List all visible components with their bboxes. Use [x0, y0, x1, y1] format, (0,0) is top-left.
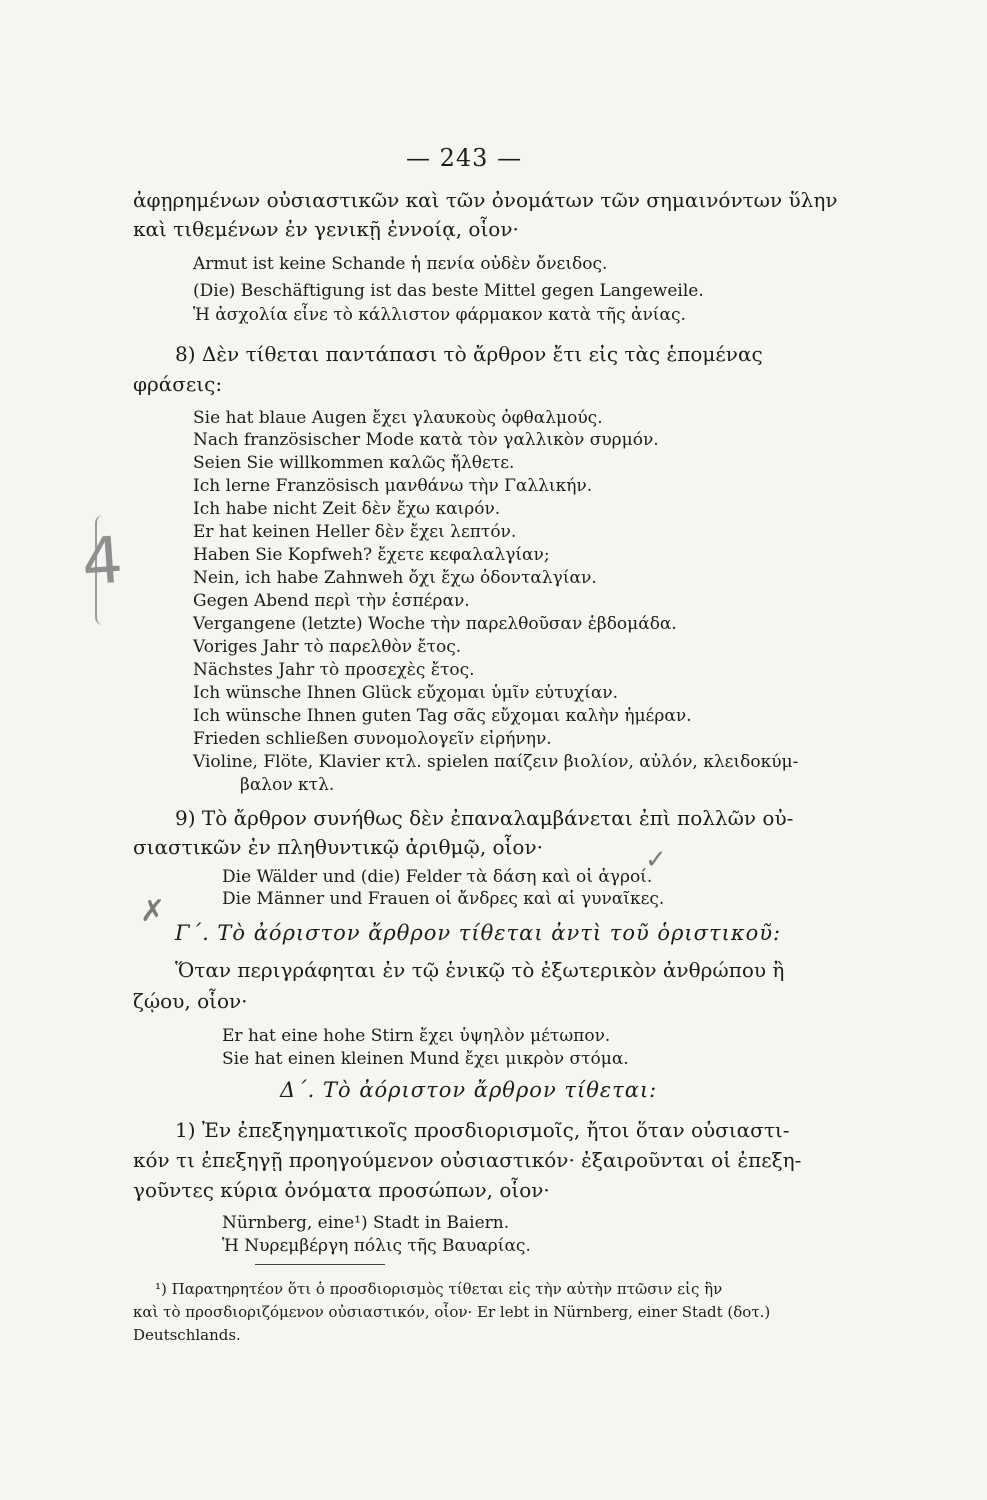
example-line: Gegen Abend περὶ τὴν ἑσπέραν. — [193, 591, 470, 611]
text-line: Ὅταν περιγράφηται ἐν τῷ ἑνικῷ τὸ ἐξωτερικὸν ἀνθρώπου ἢ — [175, 958, 785, 982]
section-gamma-heading: Γ΄. Τὸ ἀόριστον ἄρθρον τίθεται ἀντὶ τοῦ ὁριστικοῦ: — [175, 921, 782, 945]
text-line: 1) Ἐν ἐπεξηγηματικοῖς προσδιορισμοῖς, ἤτοι ὅταν οὐσιαστι- — [175, 1118, 790, 1142]
example-line: Nächstes Jahr τὸ προσεχὲς ἔτος. — [193, 660, 475, 680]
footnote-line: καὶ τὸ προσδιοριζόμενον οὐσιαστικόν, οἷον· Er lebt in Nürnberg, einer Stadt (δοτ.) — [133, 1303, 771, 1321]
example-line: Seien Sie willkommen καλῶς ἤλθετε. — [193, 453, 515, 473]
example-line: Nach französischer Mode κατὰ τὸν γαλλικὸν συρμόν. — [193, 430, 659, 450]
text-line: σιαστικῶν ἐν πληθυντικῷ ἀριθμῷ, οἷον· — [133, 835, 543, 859]
example-line: Nürnberg, eine¹) Stadt in Baiern. — [222, 1213, 510, 1233]
example-line: Vergangene (letzte) Woche τὴν παρελθοῦσαν ἑβδομάδα. — [193, 614, 677, 634]
footnote-rule — [255, 1264, 385, 1265]
example-line: Voriges Jahr τὸ παρελθὸν ἔτος. — [193, 637, 462, 657]
example-line: Sie hat einen kleinen Mund ἔχει μικρὸν στόμα. — [222, 1049, 629, 1069]
text-line: ἀφῃρημένων οὐσιαστικῶν καὶ τῶν ὀνομάτων τῶν σημαινόντων ὕλην — [133, 188, 838, 212]
example-line: Ich habe nicht Zeit δὲν ἔχω καιρόν. — [193, 499, 501, 519]
pencil-cross-mark: ✗ — [140, 894, 166, 929]
example-line: Haben Sie Kopfweh? ἔχετε κεφαλαλγίαν; — [193, 545, 550, 565]
example-line: βαλον κτλ. — [240, 775, 335, 795]
example-line: Er hat eine hohe Stirn ἔχει ὑψηλὸν μέτωπον. — [222, 1026, 611, 1046]
example-line: Ich lerne Französisch μανθάνω τὴν Γαλλικήν. — [193, 476, 593, 496]
example-line: Er hat keinen Heller δὲν ἔχει λεπτόν. — [193, 522, 517, 542]
example-line: Die Wälder und (die) Felder τὰ δάση καὶ οἱ ἀγροί. — [222, 867, 653, 887]
example-line: Armut ist keine Schande ἡ πενία οὐδὲν ὄνειδος. — [193, 254, 608, 274]
footnote-line: ¹) Παρατηρητέον ὅτι ὁ προσδιορισμὸς τίθεται εἰς τὴν αὐτὴν πτῶσιν εἰς ἣν — [155, 1280, 723, 1298]
example-line: Ich wünsche Ihnen guten Tag σᾶς εὔχομαι καλὴν ἡμέραν. — [193, 706, 692, 726]
section-9-heading: 9) Τὸ ἄρθρον συνήθως δὲν ἐπαναλαμβάνεται ἐπὶ πολλῶν οὐ- — [175, 806, 794, 830]
example-line: Die Männer und Frauen οἱ ἄνδρες καὶ αἱ γυναῖκες. — [222, 889, 665, 909]
example-line: Sie hat blaue Augen ἔχει γλαυκοὺς ὀφθαλμούς. — [193, 408, 603, 428]
example-line: Ἡ ἀσχολία εἶνε τὸ κάλλιστον φάρμακον κατὰ τῆς ἀνίας. — [193, 305, 686, 325]
pencil-check-mark: ✓ — [645, 845, 667, 875]
example-line: Ich wünsche Ihnen Glück εὔχομαι ὑμῖν εὐτυχίαν. — [193, 683, 619, 703]
margin-note: 4 — [79, 523, 126, 601]
page-number: — 243 — — [406, 144, 523, 172]
text-line: ζῴου, οἷον· — [133, 989, 248, 1013]
example-line: Ἡ Νυρεμβέργη πόλις τῆς Βαυαρίας. — [222, 1236, 531, 1256]
text-line: φράσεις: — [133, 372, 223, 396]
section-8-heading: 8) Δὲν τίθεται παντάπασι τὸ ἄρθρον ἔτι εἰς τὰς ἑπομένας — [175, 342, 763, 366]
section-delta-heading: Δ΄. Τὸ ἀόριστον ἄρθρον τίθεται: — [280, 1078, 658, 1102]
text-line: καὶ τιθεμένων ἐν γενικῇ ἐννοίᾳ, οἷον· — [133, 217, 519, 241]
example-line: Violine, Flöte, Klavier κτλ. spielen παίζειν βιολίον, αὐλόν, κλειδοκύμ- — [193, 752, 799, 772]
footnote-line: Deutschlands. — [133, 1326, 241, 1344]
example-line: (Die) Beschäftigung ist das beste Mittel gegen Langeweile. — [193, 281, 704, 301]
example-line: Frieden schließen συνομολογεῖν εἰρήνην. — [193, 729, 552, 749]
text-line: γοῦντες κύρια ὀνόματα προσώπων, οἷον· — [133, 1178, 550, 1202]
example-line: Nein, ich habe Zahnweh ὄχι ἔχω ὀδονταλγίαν. — [193, 568, 597, 588]
text-line: κόν τι ἐπεξηγῇ προηγούμενον οὐσιαστικόν· ἐξαιροῦνται οἱ ἐπεξη- — [133, 1148, 802, 1172]
